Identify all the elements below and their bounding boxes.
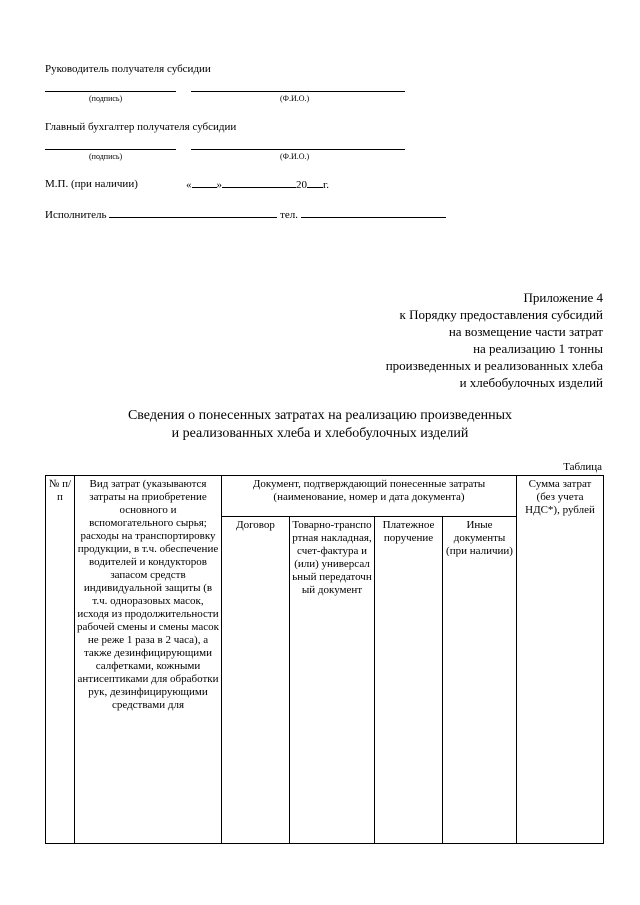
table-header-row — [46, 476, 604, 517]
date-month-line — [222, 178, 296, 188]
executor-field — [45, 208, 446, 221]
document-title-line-1: Сведения о понесенных затратах на реализацию произведенных — [127, 408, 513, 423]
header-sum: Сумма затрат (без учета НДС*), рублей — [517, 476, 604, 844]
date-year-suffix: г. — [323, 179, 330, 191]
header-invoice: Товарно-транспортная накладная, счет-фактура и (или) универсальный передаточный документ — [290, 517, 375, 844]
appendix-header — [386, 289, 603, 391]
appendix-line: и хлебобулочных изделий — [459, 375, 603, 390]
appendix-line: на возмещение части затрат — [448, 324, 603, 339]
appendix-line: на реализацию 1 тонны — [473, 341, 603, 356]
head-signature-line — [45, 91, 176, 92]
date-year-prefix: 20 — [296, 179, 307, 191]
accountant-signature-line — [45, 149, 176, 150]
header-contract: Договор — [222, 517, 290, 844]
costs-table — [45, 475, 604, 844]
accountant-signature-hint: (подпись) — [89, 152, 123, 161]
header-document: Документ, подтверждающий понесенные затраты (наименование, номер и дата документа) — [222, 476, 517, 517]
date-open-quote: « — [186, 179, 192, 191]
appendix-line: Приложение 4 — [523, 290, 603, 305]
date-close-quote: » — [216, 179, 222, 191]
date-field — [186, 178, 329, 191]
appendix-line: произведенных и реализованных хлеба — [385, 358, 603, 373]
head-signature-label: Руководитель получателя субсидии — [45, 63, 211, 75]
accountant-signature-label: Главный бухгалтер получателя субсидии — [45, 121, 237, 133]
document-title — [0, 407, 640, 443]
executor-line — [109, 208, 277, 218]
header-number: № п/п — [46, 476, 75, 844]
head-name-line — [191, 91, 405, 92]
table-label: Таблица — [563, 461, 602, 473]
document-title-line-2: и реализованных хлеба и хлебобулочных изделий — [171, 426, 469, 441]
header-other-docs: Иные документы (при наличии) — [443, 517, 517, 844]
executor-label: Исполнитель — [45, 209, 107, 221]
date-day-line — [192, 178, 217, 188]
head-name-hint: (Ф.И.О.) — [280, 94, 310, 103]
phone-label: тел. — [280, 209, 298, 221]
appendix-line: к Порядку предоставления субсидий — [399, 307, 603, 322]
head-signature-hint: (подпись) — [89, 94, 123, 103]
stamp-label: М.П. (при наличии) — [45, 178, 138, 190]
phone-line — [301, 208, 446, 218]
accountant-name-line — [191, 149, 405, 150]
date-year-line — [307, 178, 323, 188]
accountant-name-hint: (Ф.И.О.) — [280, 152, 310, 161]
header-cost-type: Вид затрат (указываются затраты на приобретение основного и вспомогательного сырья; расходы на транспортировку продукции, в т.ч. обеспечение водителей и кондукторов запасом средств индивидуальной защиты (в т.ч. одноразовых масок, исходя из продолжительности рабочей смены и смены масок не реже 1 раза в 2 часа), а также дезинфицирующими салфетками, кожными антисептиками для обработки рук, дезинфицирующими средствами для — [75, 476, 222, 844]
header-payment: Платежное поручение — [375, 517, 443, 844]
